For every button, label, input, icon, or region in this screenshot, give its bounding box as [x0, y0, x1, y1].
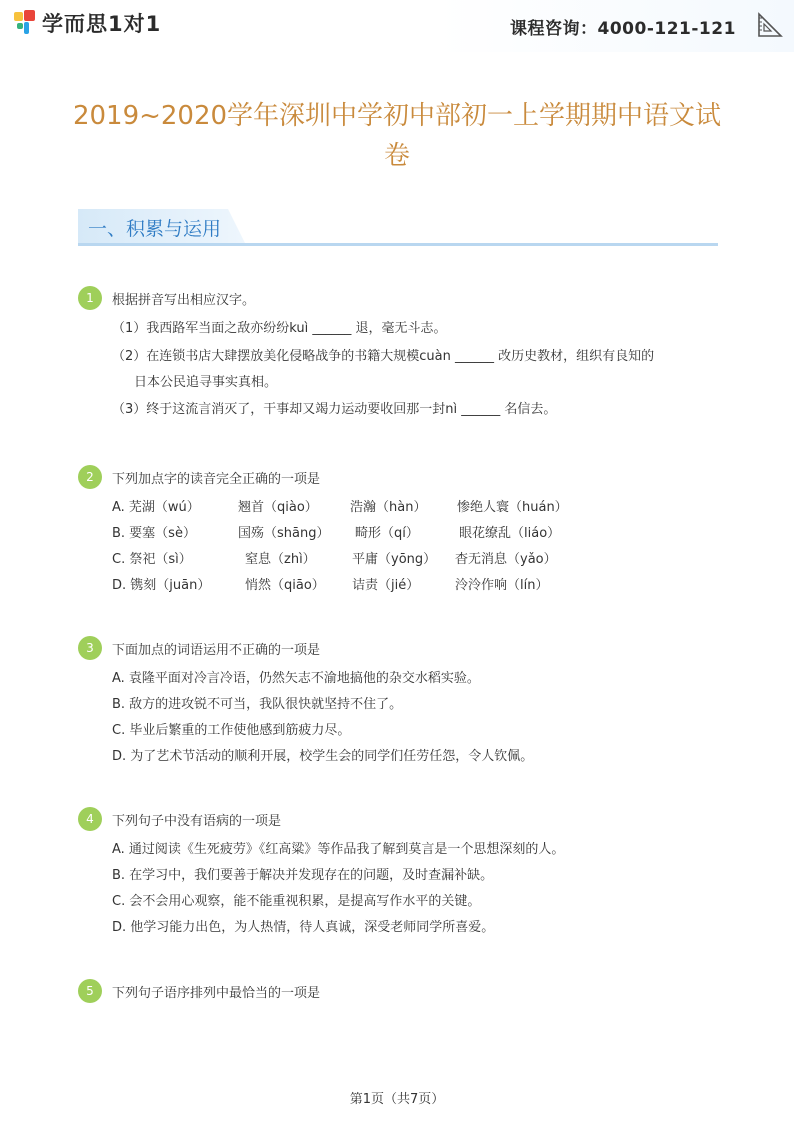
option-cell: 泠泠作响（lín） — [455, 578, 549, 593]
question-line: （2）在连锁书店大肆摆放美化侵略战争的书籍大规模cuàn ______ 改历史教材，组织有良知的 — [112, 349, 655, 364]
section-header — [78, 209, 718, 247]
question-stem: 下列加点字的读音完全正确的一项是 — [112, 472, 321, 487]
question-number-badge: 5 — [78, 979, 102, 1003]
option-cell: 国殇（shāng） — [238, 526, 330, 541]
question-line: 日本公民追寻事实真相。 — [134, 375, 278, 390]
option-cell: 悄然（qiāo） — [245, 578, 325, 593]
option-cell: B. 要塞（sè） — [112, 526, 196, 541]
option-cell: 眼花缭乱（liáo） — [459, 526, 561, 541]
question-number-badge: 1 — [78, 286, 102, 310]
brand-logo — [14, 8, 161, 38]
question-number-badge: 3 — [78, 636, 102, 660]
question-number-badge: 4 — [78, 807, 102, 831]
question-stem: 根据拼音写出相应汉字。 — [112, 293, 256, 308]
section-divider — [78, 243, 718, 246]
hotline-text: 课程咨询：4000-121-121 — [510, 19, 736, 39]
option-cell: C. 祭祀（sì） — [112, 552, 192, 567]
question-line: （1）我西路军当面之敌亦纷纷kuì ______ 退，毫无斗志。 — [112, 321, 447, 336]
option-cell: 翘首（qiào） — [238, 500, 318, 515]
option-d: D. 为了艺术节活动的顺利开展，校学生会的同学们任劳任怨，令人钦佩。 — [112, 749, 534, 764]
question-stem: 下列句子语序排列中最恰当的一项是 — [112, 986, 321, 1001]
option-cell: 平庸（yōng） — [352, 552, 437, 567]
option-cell: A. 芜湖（wú） — [112, 500, 200, 515]
option-c: C. 毕业后繁重的工作使他感到筋疲力尽。 — [112, 723, 351, 738]
question-stem: 下面加点的词语运用不正确的一项是 — [112, 643, 321, 658]
option-cell: 畸形（qí） — [355, 526, 419, 541]
page-footer: 第1页（共7页） — [349, 1092, 445, 1107]
option-cell: D. 镌刻（juān） — [112, 578, 211, 593]
option-b: B. 敌方的进攻锐不可当，我队很快就坚持不住了。 — [112, 697, 403, 712]
option-cell: 诘责（jié） — [352, 578, 420, 593]
section-title: 一、积累与运用 — [88, 218, 222, 240]
question-line: （3）终于这流言消灭了，干事却又竭力运动要收回那一封nì ______ 名信去。 — [112, 402, 557, 417]
option-cell: 浩瀚（hàn） — [350, 500, 427, 515]
question-stem: 下列句子中没有语病的一项是 — [112, 814, 282, 829]
option-a: A. 通过阅读《生死疲劳》《红高粱》等作品我了解到莫言是一个思想深刻的人。 — [112, 842, 565, 857]
logo-mark-icon — [14, 10, 38, 36]
option-b: B. 在学习中，我们要善于解决并发现存在的问题，及时查漏补缺。 — [112, 868, 494, 883]
logo-text: 学而思1对1 — [42, 12, 162, 36]
option-d: D. 他学习能力出色，为人热情，待人真诚，深受老师同学所喜爱。 — [112, 920, 495, 935]
question-number-badge: 2 — [78, 465, 102, 489]
option-a: A. 袁隆平面对冷言冷语，仍然矢志不渝地搞他的杂交水稻实验。 — [112, 671, 480, 686]
option-cell: 惨绝人寰（huán） — [457, 500, 568, 515]
option-cell: 杳无消息（yǎo） — [455, 552, 557, 567]
page-title: 2019~2020学年深圳中学初中部初一上学期期中语文试卷 — [72, 101, 722, 171]
page-header — [0, 0, 794, 52]
ruler-icon — [757, 12, 783, 38]
option-cell: 窒息（zhì） — [245, 552, 316, 567]
option-c: C. 会不会用心观察，能不能重视积累，是提高写作水平的关键。 — [112, 894, 481, 909]
